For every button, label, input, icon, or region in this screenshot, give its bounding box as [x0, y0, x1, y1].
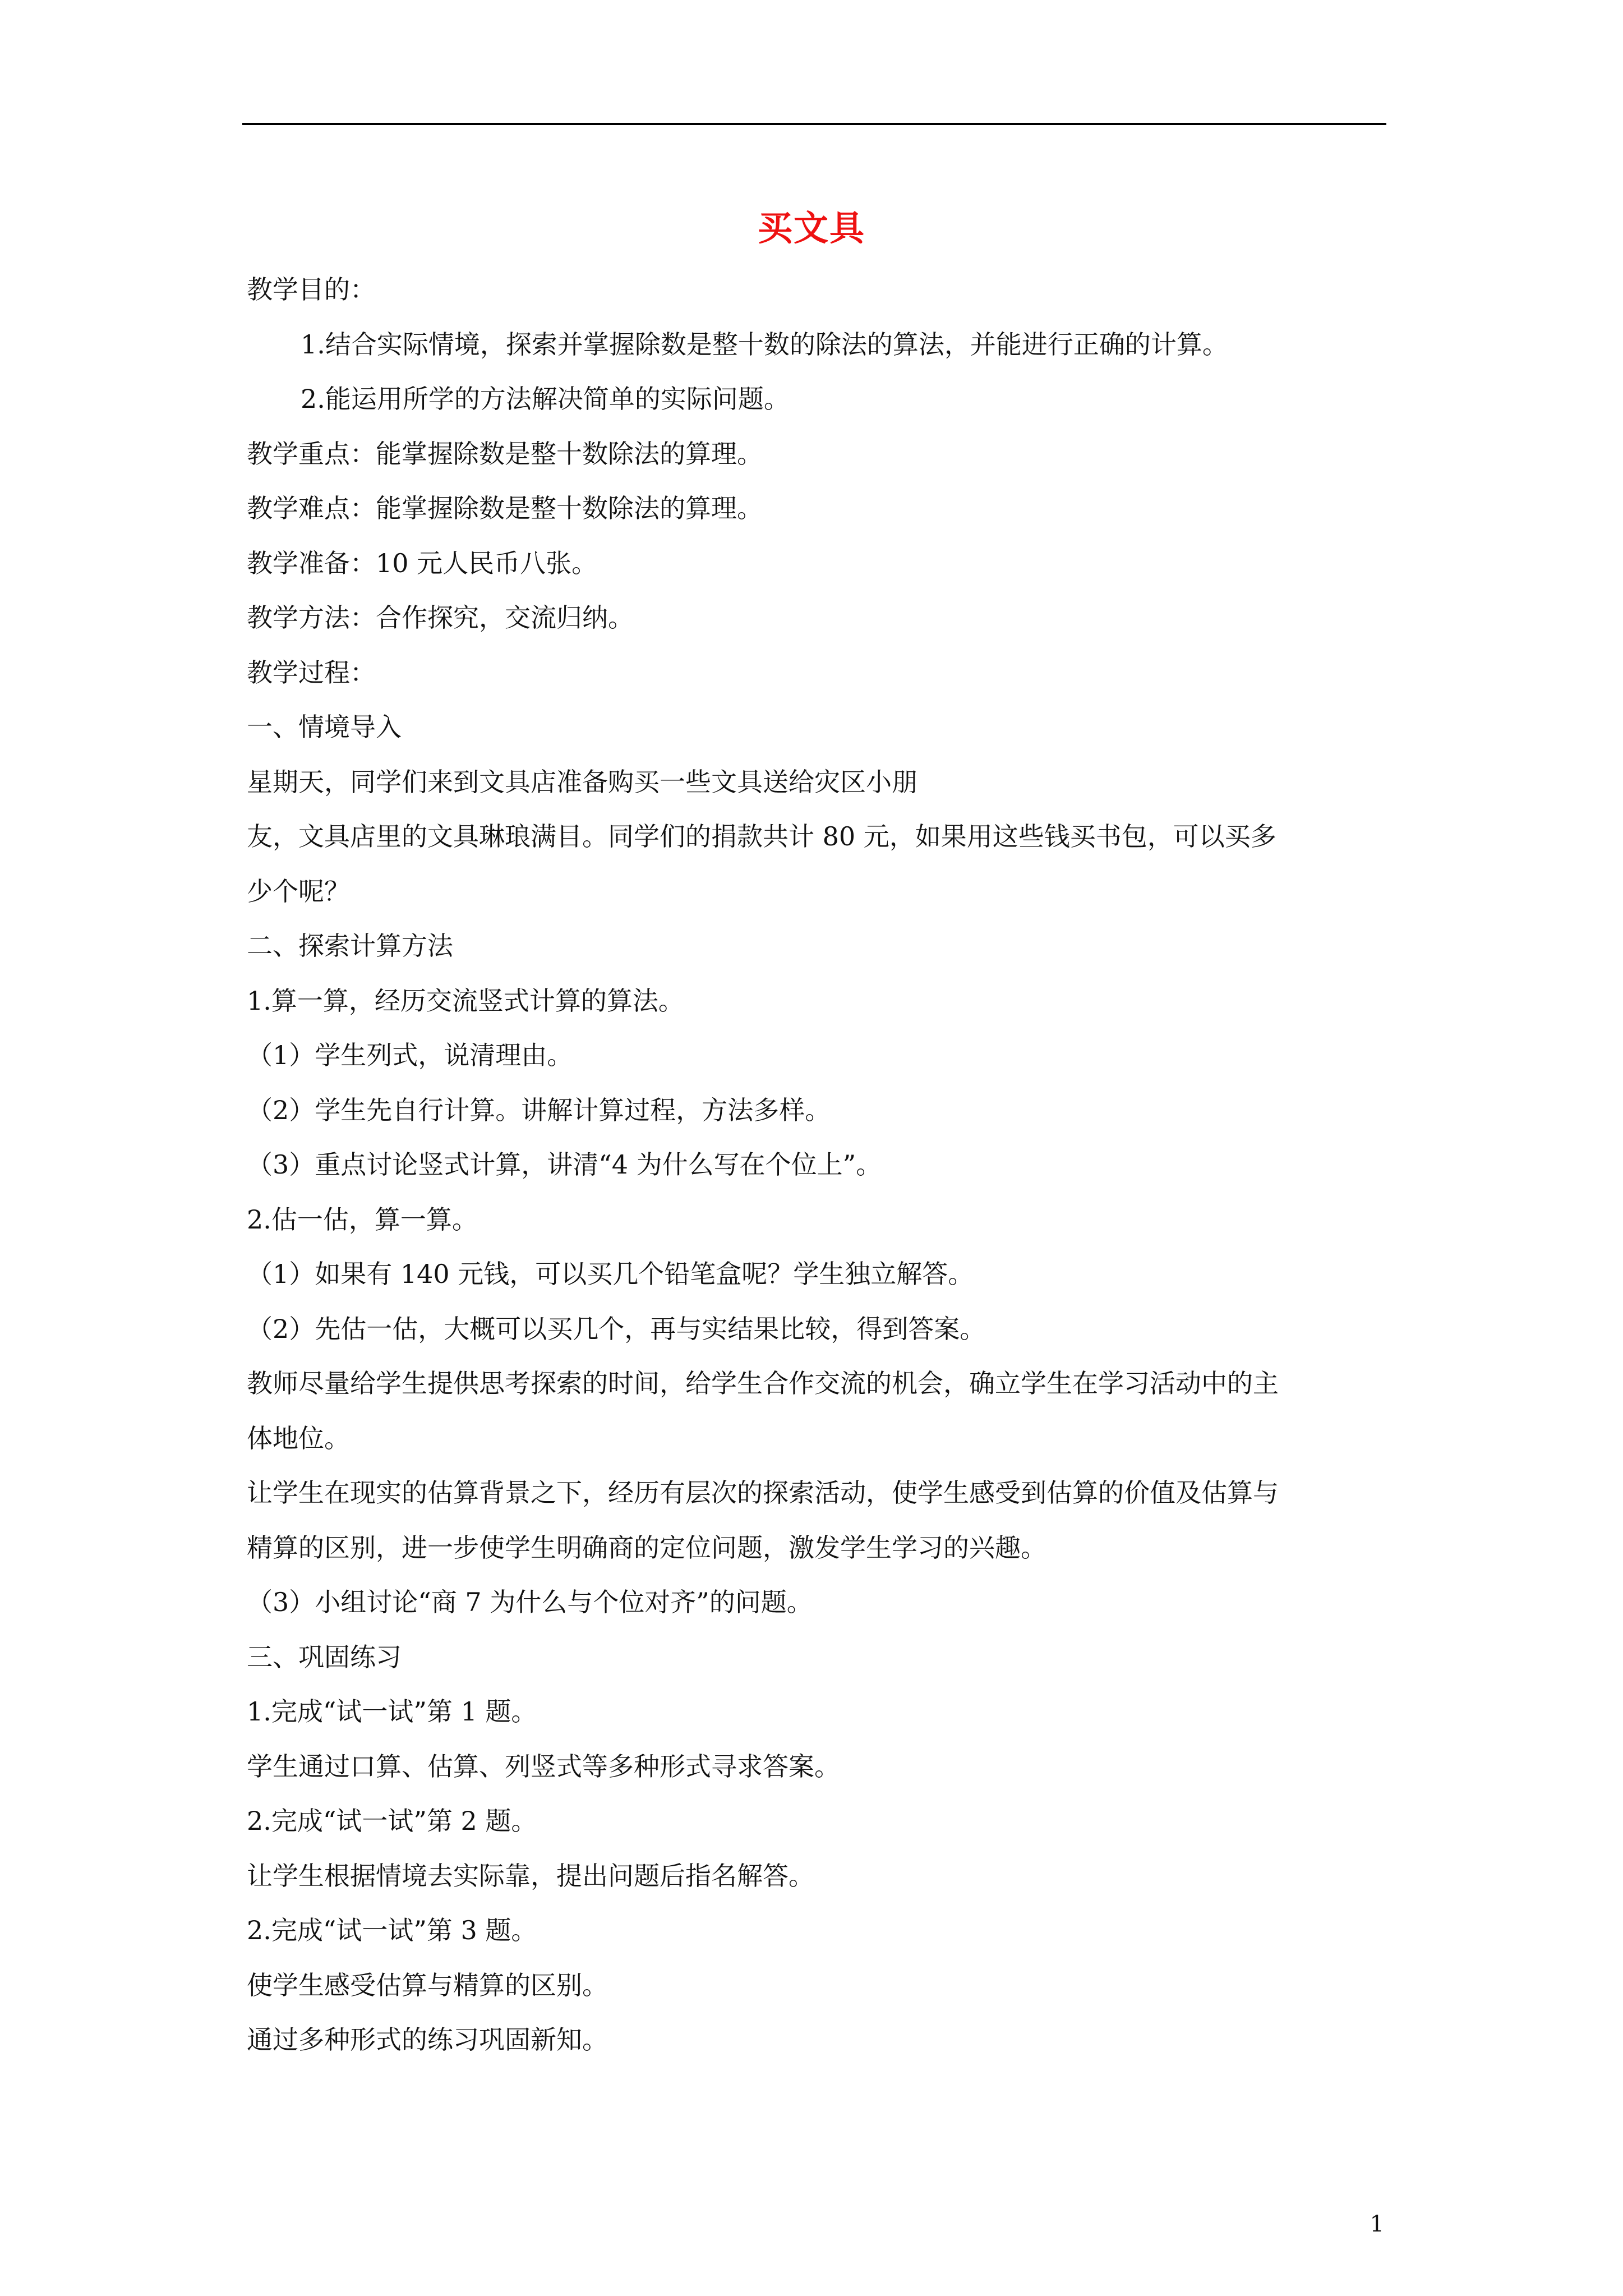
sub-step-line: （3）重点讨论竖式计算，讲清“4 为什么写在个位上”。: [247, 1149, 882, 1180]
step-line: 2.估一估，算一算。: [247, 1204, 478, 1235]
paragraph-line: 让学生根据情境去实际靠，提出问题后指名解答。: [247, 1860, 814, 1891]
paragraph-line: 学生通过口算、估算、列竖式等多种形式寻求答案。: [247, 1751, 840, 1782]
paragraph-line: 精算的区别，进一步使学生明确商的定位问题，激发学生学习的兴趣。: [247, 1532, 1046, 1563]
process-heading: 教学过程：: [247, 657, 376, 688]
step-line: 2.完成“试一试”第 2 题。: [247, 1806, 537, 1836]
section-heading-3: 三、巩固练习: [247, 1641, 402, 1672]
objective-item-1: 1.结合实际情境，探索并掌握除数是整十数的除法的算法，并能进行正确的计算。: [301, 329, 1228, 360]
paragraph-line: 体地位。: [247, 1423, 350, 1453]
section-heading-2: 二、探索计算方法: [247, 931, 453, 961]
paragraph-line: 使学生感受估算与精算的区别。: [247, 1970, 608, 2000]
step-line: 2.完成“试一试”第 3 题。: [247, 1915, 537, 1945]
objective-item-2: 2.能运用所学的方法解决简单的实际问题。: [301, 384, 790, 414]
difficulty-line: 教学难点：能掌握除数是整十数除法的算理。: [247, 493, 763, 523]
key-point-line: 教学重点：能掌握除数是整十数除法的算理。: [247, 438, 763, 469]
method-line: 教学方法：合作探究，交流归纳。: [247, 602, 634, 633]
header-rule: [242, 123, 1386, 125]
preparation-line: 教学准备：10 元人民币八张。: [247, 547, 598, 578]
paragraph-line: 友，文具店里的文具琳琅满目。同学们的捐款共计 80 元，如果用这些钱买书包，可以买多: [247, 821, 1276, 852]
sub-step-line: （1）如果有 140 元钱，可以买几个铅笔盒呢？学生独立解答。: [247, 1259, 974, 1289]
sub-step-line: （2）学生先自行计算。讲解计算过程，方法多样。: [247, 1094, 831, 1125]
step-line: 1.算一算，经历交流竖式计算的算法。: [247, 985, 684, 1016]
paragraph-line: 让学生在现实的估算背景之下，经历有层次的探索活动，使学生感受到估算的价值及估算与: [247, 1478, 1279, 1508]
paragraph-line: 教师尽量给学生提供思考探索的时间，给学生合作交流的机会，确立学生在学习活动中的主: [247, 1368, 1279, 1398]
page-number: 1: [1370, 2211, 1384, 2237]
sub-step-line: （2）先估一估，大概可以买几个，再与实结果比较，得到答案。: [247, 1313, 986, 1344]
paragraph-line: 星期天，同学们来到文具店准备购买一些文具送给灾区小朋: [247, 766, 917, 797]
sub-step-line: （3）小组讨论“商 7 为什么与个位对齐”的问题。: [247, 1587, 813, 1617]
document-title: 买文具: [757, 208, 865, 249]
section-objectives-heading: 教学目的：: [247, 274, 376, 305]
step-line: 1.完成“试一试”第 1 题。: [247, 1696, 537, 1727]
paragraph-line: 少个呢？: [247, 876, 350, 907]
sub-step-line: （1）学生列式，说清理由。: [247, 1040, 573, 1070]
section-heading-1: 一、情境导入: [247, 712, 402, 742]
document-body: [247, 263, 1391, 2068]
paragraph-line: 通过多种形式的练习巩固新知。: [247, 2024, 608, 2055]
